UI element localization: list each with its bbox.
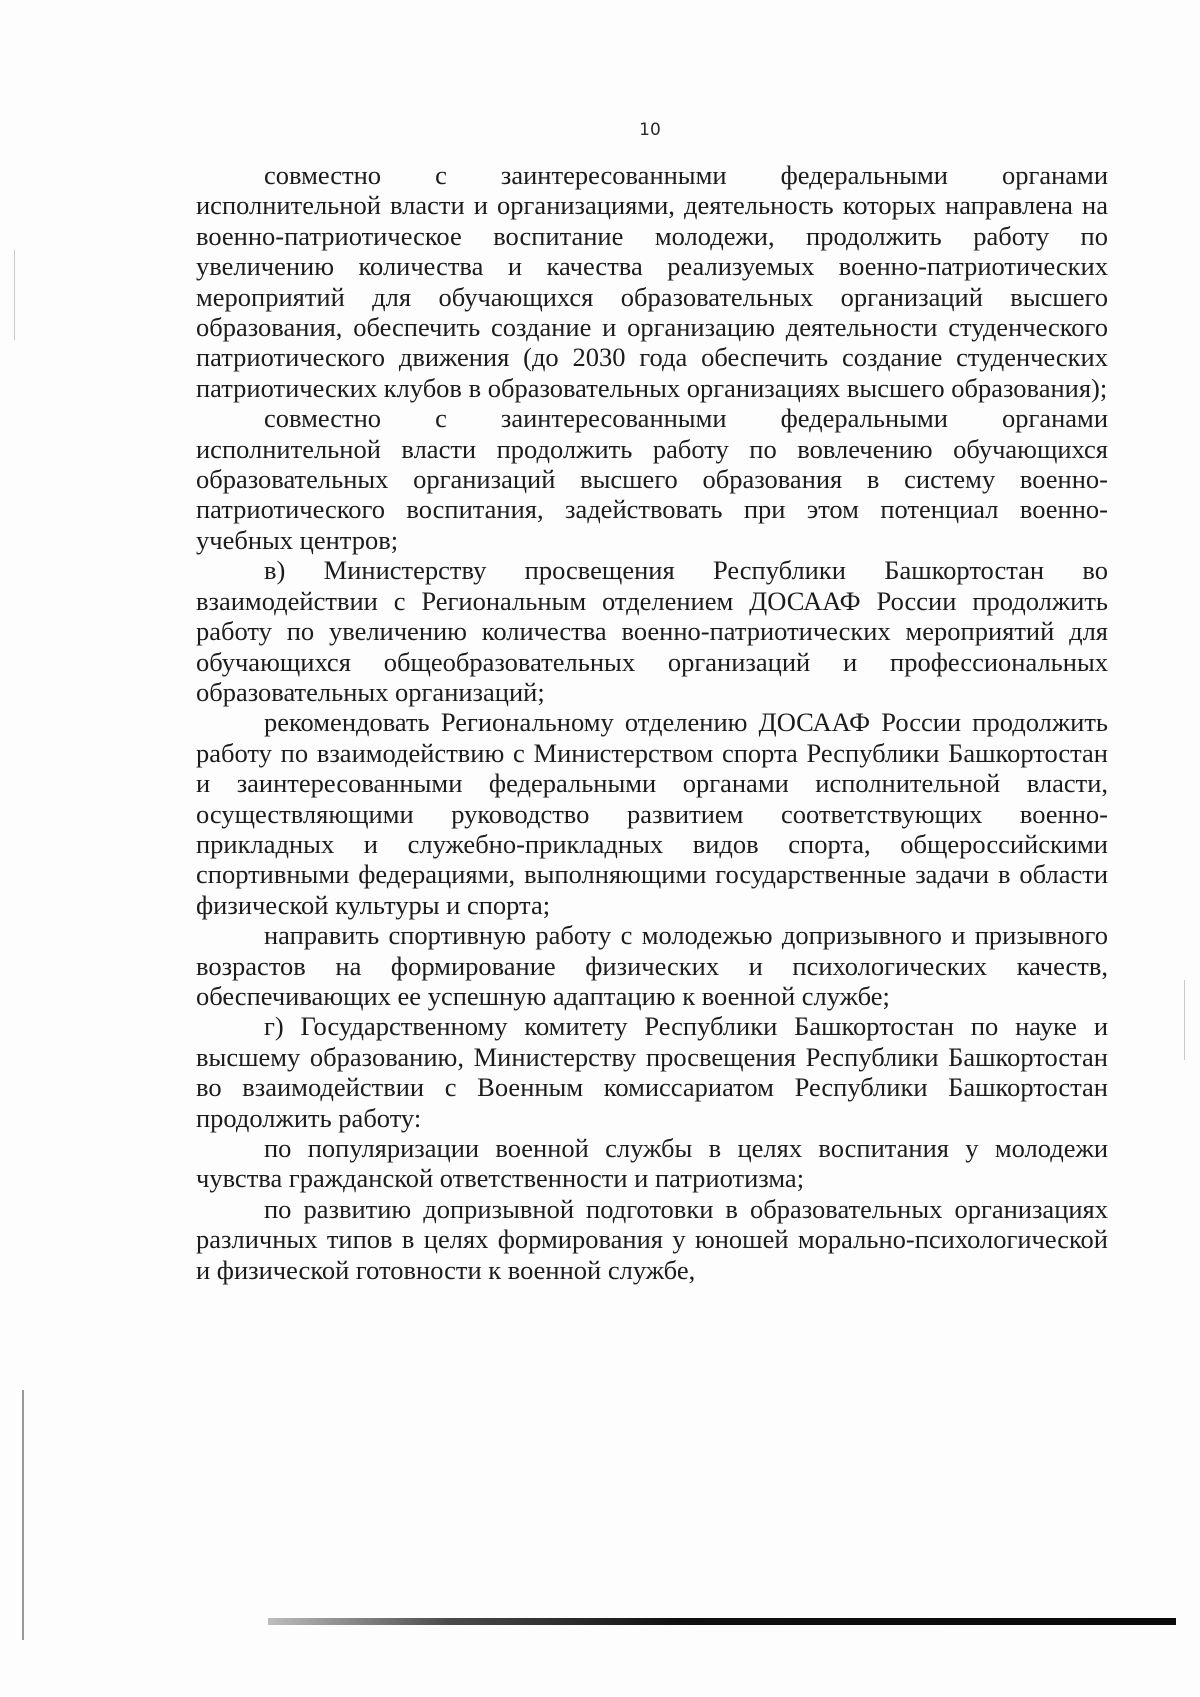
paragraph: совместно с заинтересованными федеральными органами исполнительной власти и организациями, деятельность которых направлена на военно-патриотическое воспитание молодежи, продолжить работу по увеличению количества и качества реализуемых военно-патриотических мероприятий для обучающихся образовательных организаций высшего образования, обеспечить создание и организацию деятельности студенческого патриотического движения (до 2030 года обеспечить создание студенческих патриотических клубов в образовательных организациях высшего образования); — [196, 160, 1108, 403]
scan-edge-mark-left-bottom — [22, 1390, 24, 1640]
paragraph: совместно с заинтересованными федеральными органами исполнительной власти продолжить работу по вовлечению обучающихся образовательных организаций высшего образования в систему военно-патриотического воспитания, задействовать при этом потенциал военно-учебных центров; — [196, 403, 1108, 555]
paragraph: в) Министерству просвещения Республики Башкортостан во взаимодействии с Региональным отделением ДОСААФ России продолжить работу по увеличению количества военно-патриотических мероприятий для обучающихся общеобразовательных организаций и профессиональных образовательных организаций; — [196, 555, 1108, 707]
paragraph: направить спортивную работу с молодежью допризывного и призывного возрастов на формирование физических и психологических качеств, обеспечивающих ее успешную адаптацию к военной службе; — [196, 920, 1108, 1011]
scan-edge-mark-right — [1184, 980, 1185, 1060]
paragraph: по развитию допризывной подготовки в образовательных организациях различных типов в целях формирования у юношей морально-психологической и физической готовности к военной службе, — [196, 1193, 1108, 1285]
paragraph: по популяризации военной службы в целях воспитания у молодежи чувства гражданской ответственности и патриотизма; — [196, 1133, 1108, 1194]
scan-edge-mark-left-top — [14, 250, 15, 340]
body-text — [196, 160, 1108, 1285]
page-number: 10 — [639, 120, 661, 140]
paragraph: рекомендовать Региональному отделению ДОСААФ России продолжить работу по взаимодействию с Министерством спорта Республики Башкортостан и заинтересованными федеральными органами исполнительной власти, осуществляющими руководство развитием соответствующих военно-прикладных и служебно-прикладных видов спорта, общероссийскими спортивными федерациями, выполняющими государственные задачи в области физической культуры и спорта; — [196, 707, 1108, 920]
bottom-rule — [268, 1618, 1176, 1625]
paragraph: г) Государственному комитету Республики Башкортостан по науке и высшему образованию, Министерству просвещения Республики Башкортостан во взаимодействии с Военным комиссариатом Республики Башкортостан продолжить работу: — [196, 1011, 1108, 1133]
